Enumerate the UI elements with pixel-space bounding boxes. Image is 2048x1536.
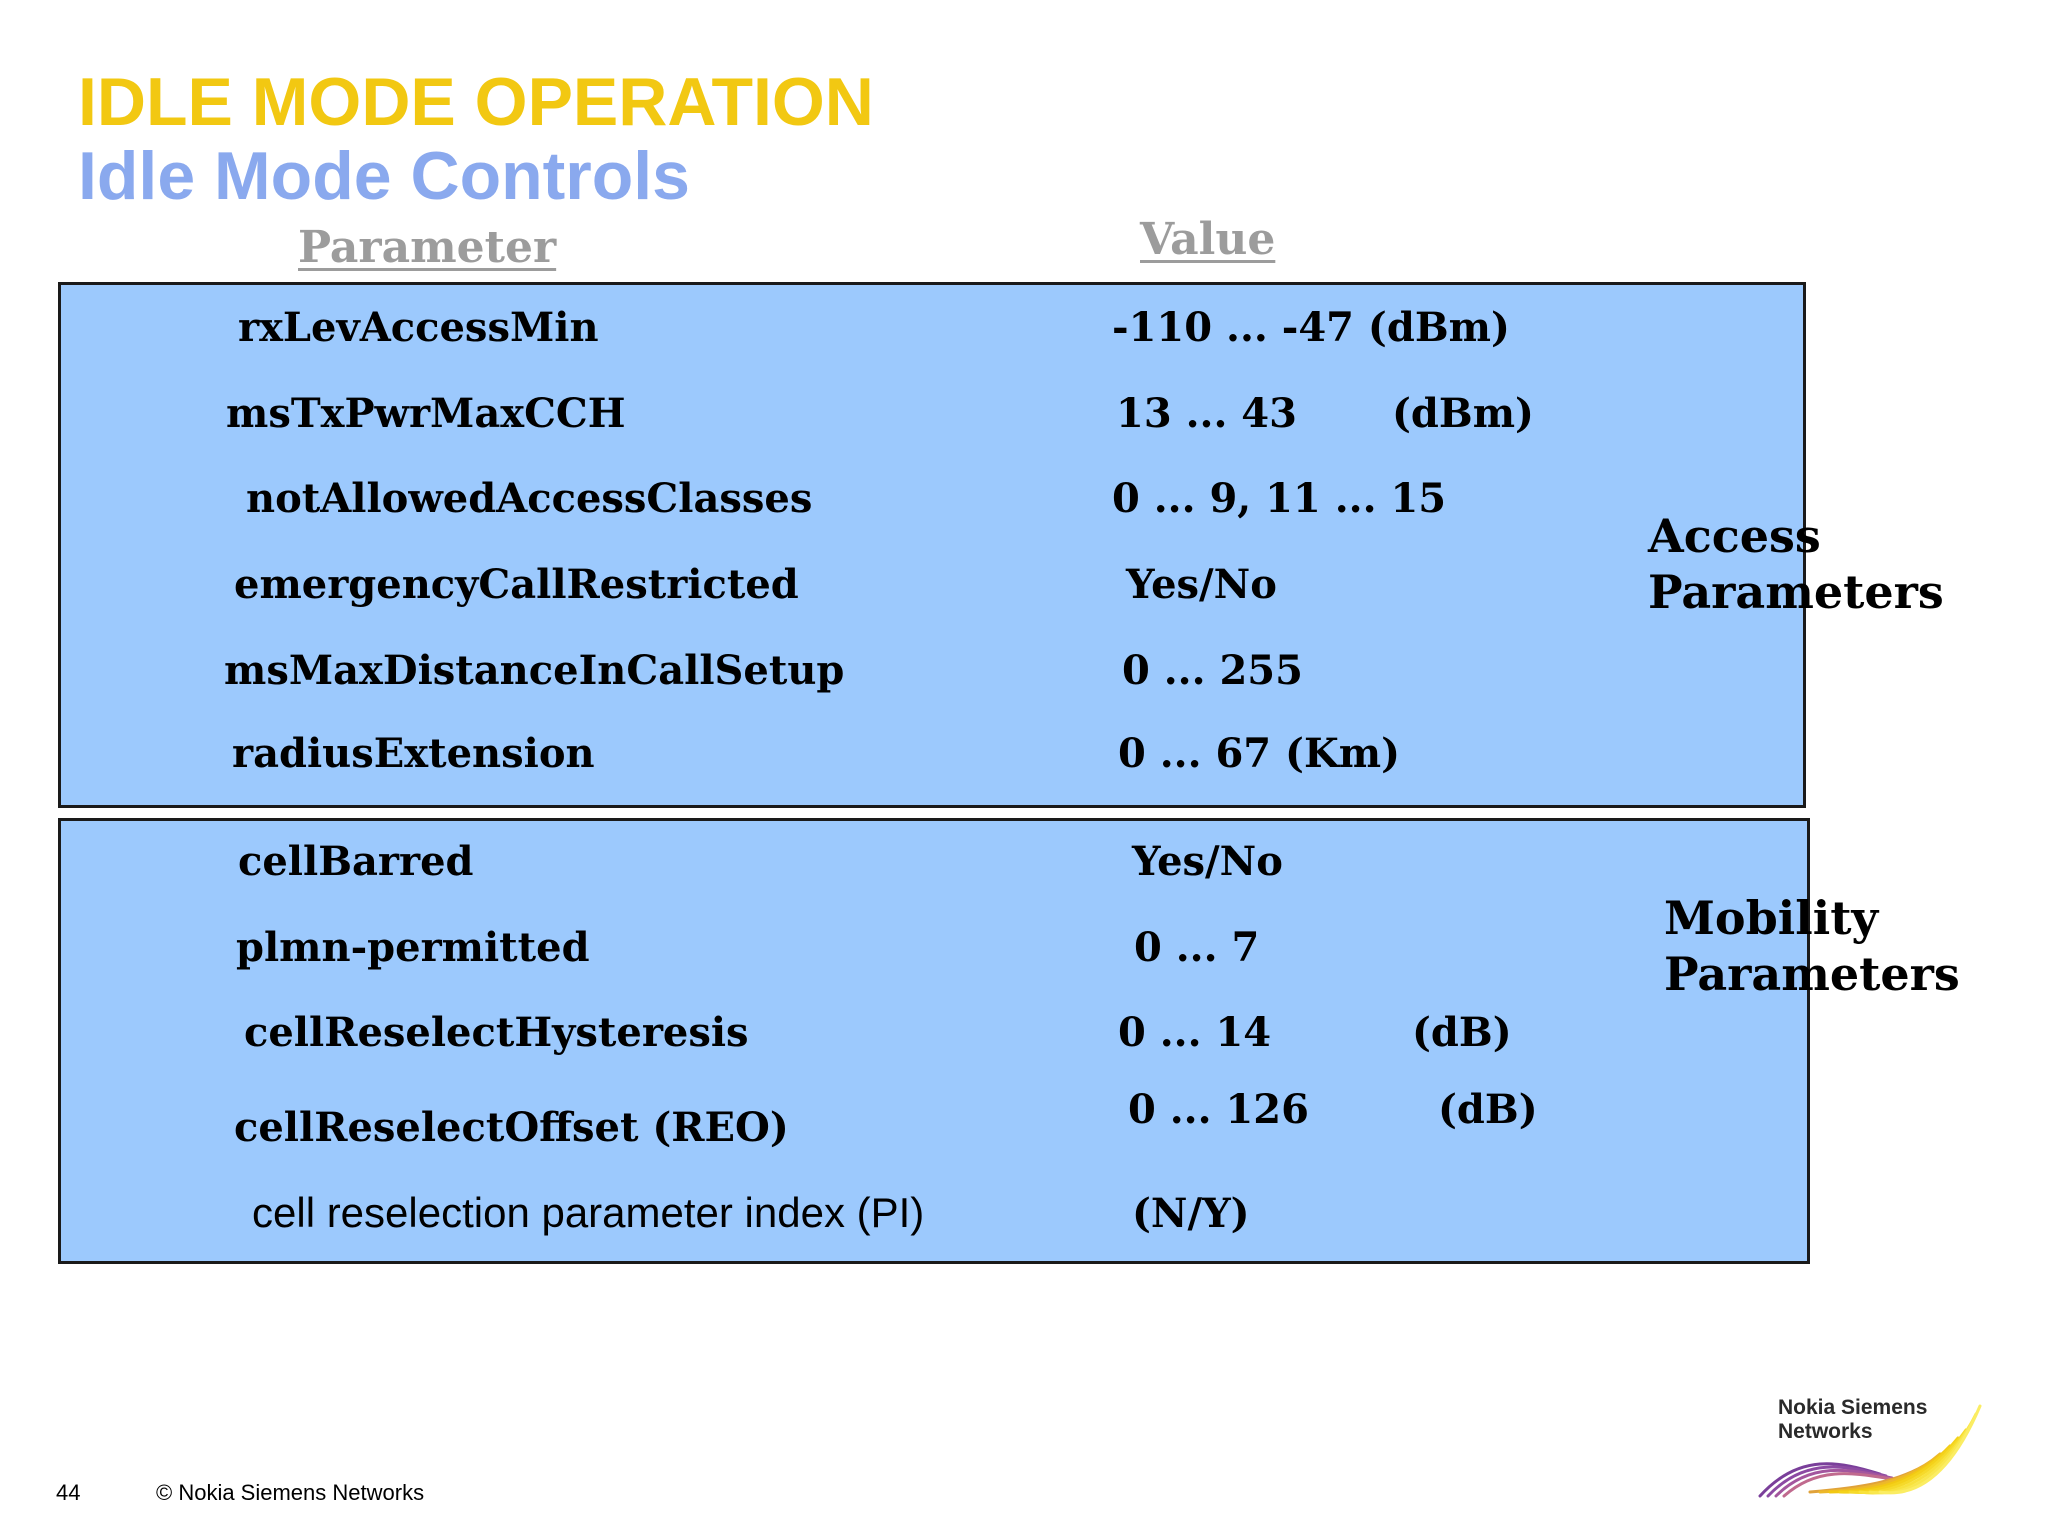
param-notallowedaccessclasses: notAllowedAccessClasses: [246, 475, 813, 522]
param-cellreselecthysteresis: cellReselectHysteresis: [244, 1009, 749, 1056]
value-radiusextension: 0 ... 67 (Km): [1118, 730, 1400, 777]
param-cellbarred: cellBarred: [238, 838, 474, 885]
param-radiusextension: radiusExtension: [232, 730, 595, 777]
mobility-parameters-label: [1664, 890, 1960, 1002]
value-column-header: Value: [1140, 214, 1276, 265]
param-rxlevaccessmin: rxLevAccessMin: [238, 304, 599, 351]
value-plmn-permitted: 0 ... 7: [1134, 924, 1260, 971]
nokia-siemens-networks-logo: [1750, 1392, 2000, 1502]
value-cellreselectoffset: 0 ... 126: [1128, 1086, 1309, 1133]
param-plmn-permitted: plmn-permitted: [236, 924, 590, 971]
mobility-label-line1: Mobility: [1664, 891, 1879, 945]
slide-subtitle: Idle Mode Controls: [78, 138, 690, 214]
param-mstxpwrmaxcch: msTxPwrMaxCCH: [226, 390, 626, 437]
access-label-line2: Parameters: [1648, 565, 1944, 619]
page-number: 44: [56, 1480, 81, 1505]
param-emergencycallrestricted: emergencyCallRestricted: [234, 561, 799, 608]
logo-text-line2: Networks: [1778, 1420, 1873, 1443]
value-msmaxdistanceincallsetup: 0 ... 255: [1122, 647, 1303, 694]
logo-text-line1: Nokia Siemens: [1778, 1396, 1928, 1419]
access-parameters-label: [1648, 508, 1944, 620]
value-cellreselecthysteresis: 0 ... 14: [1118, 1009, 1272, 1056]
unit-cellreselectoffset: (dB): [1438, 1086, 1538, 1133]
value-cellbarred: Yes/No: [1132, 838, 1283, 885]
param-msmaxdistanceincallsetup: msMaxDistanceInCallSetup: [224, 647, 845, 694]
parameter-column-header: Parameter: [298, 222, 557, 273]
copyright-text: © Nokia Siemens Networks: [156, 1480, 425, 1505]
unit-mstxpwrmaxcch: (dBm): [1392, 390, 1534, 437]
param-cell-reselection-parameter-index: cell reselection parameter index (PI): [252, 1189, 925, 1236]
value-cell-reselection-parameter-index: (N/Y): [1132, 1190, 1250, 1237]
value-notallowedaccessclasses: 0 ... 9, 11 ... 15: [1112, 475, 1447, 522]
value-rxlevaccessmin: -110 ... -47 (dBm): [1112, 304, 1510, 351]
mobility-label-line2: Parameters: [1664, 947, 1960, 1001]
access-label-line1: Access: [1648, 509, 1821, 563]
param-cellreselectoffset: cellReselectOffset (REO): [234, 1104, 789, 1151]
unit-cellreselecthysteresis: (dB): [1412, 1009, 1512, 1056]
logo-wave-graphic: [1750, 1392, 2000, 1502]
value-mstxpwrmaxcch: 13 ... 43: [1116, 390, 1297, 437]
slide-title: IDLE MODE OPERATION: [78, 64, 874, 140]
value-emergencycallrestricted: Yes/No: [1126, 561, 1277, 608]
